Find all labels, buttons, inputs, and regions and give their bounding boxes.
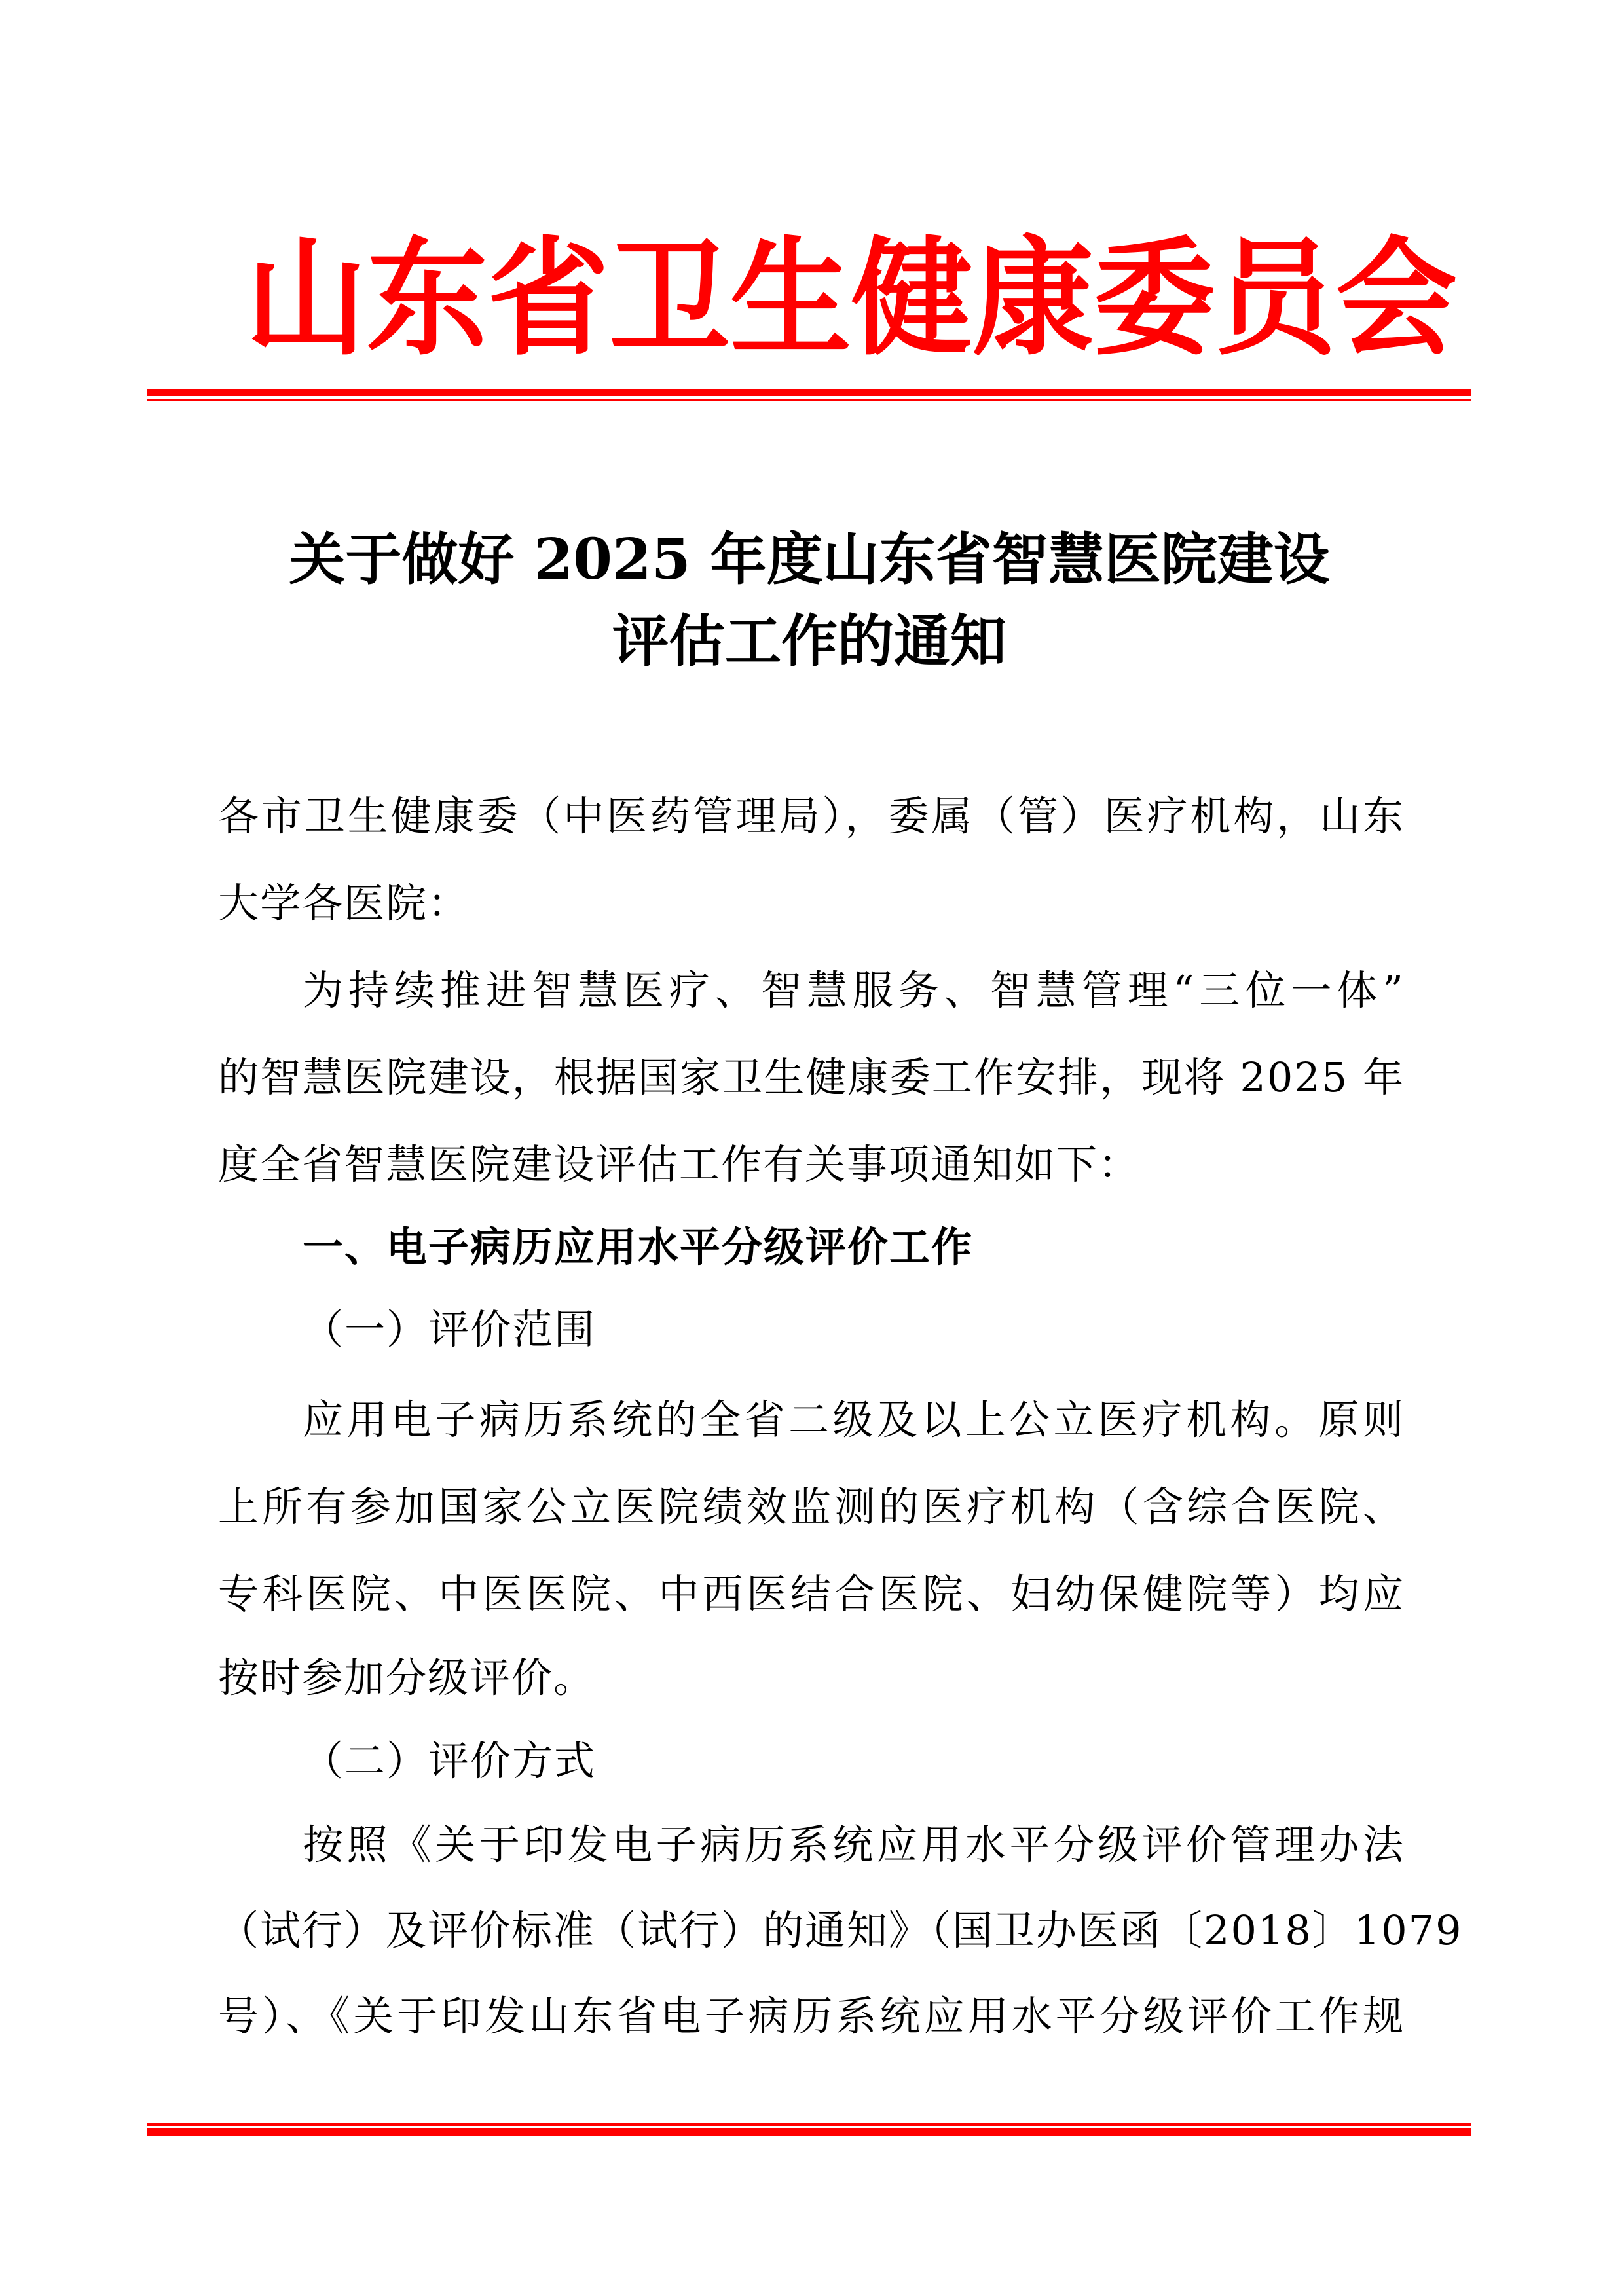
paragraph-line: 应用电子病历系统的全省二级及以上公立医疗机构。原则 bbox=[303, 1396, 1405, 1444]
masthead-char: 委 bbox=[1094, 223, 1215, 373]
intro-line-1: 为持续推进智慧医疗、智慧服务、智慧管理“三位一体” bbox=[303, 966, 1405, 1014]
paragraph-line: 按时参加分级评价。 bbox=[218, 1654, 596, 1702]
masthead-char: 员 bbox=[1215, 223, 1336, 373]
paragraph-line: 按照《关于印发电子病历系统应用水平分级评价管理办法 bbox=[303, 1821, 1405, 1868]
masthead-char: 省 bbox=[488, 223, 609, 373]
subsection-heading-1: （一）评价范围 bbox=[303, 1305, 597, 1353]
masthead-divider-thick bbox=[147, 389, 1471, 396]
document-title-line-1: 关于做好 2025 年度山东省智慧医院建设 bbox=[289, 526, 1330, 592]
masthead-char: 东 bbox=[367, 223, 488, 373]
subsection-heading-2: （二）评价方式 bbox=[303, 1737, 597, 1785]
section-heading-1: 一、电子病历应用水平分级评价工作 bbox=[303, 1223, 974, 1271]
masthead-char: 山 bbox=[246, 223, 367, 373]
masthead-char: 生 bbox=[730, 223, 851, 373]
footer-divider-thin bbox=[147, 2123, 1471, 2126]
masthead-char: 卫 bbox=[609, 223, 730, 373]
masthead-char: 健 bbox=[851, 223, 972, 373]
masthead-char: 康 bbox=[972, 223, 1094, 373]
masthead-char: 会 bbox=[1336, 223, 1457, 373]
paragraph-line: 上所有参加国家公立医院绩效监测的医疗机构（含综合医院、 bbox=[218, 1483, 1405, 1531]
intro-line-2: 的智慧医院建设，根据国家卫生健康委工作安排，现将 2025 年 bbox=[218, 1053, 1405, 1101]
document-title-line-2: 评估工作的通知 bbox=[612, 608, 1006, 674]
masthead-divider-thin bbox=[147, 399, 1471, 401]
paragraph-line: 专科医院、中医医院、中西医结合医院、妇幼保健院等）均应 bbox=[218, 1570, 1405, 1618]
paragraph-line: （试行）及评价标准（试行）的通知》（国卫办医函〔2018〕1079 bbox=[218, 1906, 1463, 1954]
masthead-org-name bbox=[147, 223, 1471, 373]
addressee-line-2: 大学各医院： bbox=[218, 879, 470, 927]
addressee-line-1: 各市卫生健康委（中医药管理局），委属（管）医疗机构，山东 bbox=[218, 792, 1405, 840]
intro-line-3: 度全省智慧医院建设评估工作有关事项通知如下： bbox=[218, 1140, 1141, 1188]
paragraph-line: 号）、《关于印发山东省电子病历系统应用水平分级评价工作规 bbox=[218, 1992, 1405, 2040]
footer-divider-thick bbox=[147, 2128, 1471, 2136]
